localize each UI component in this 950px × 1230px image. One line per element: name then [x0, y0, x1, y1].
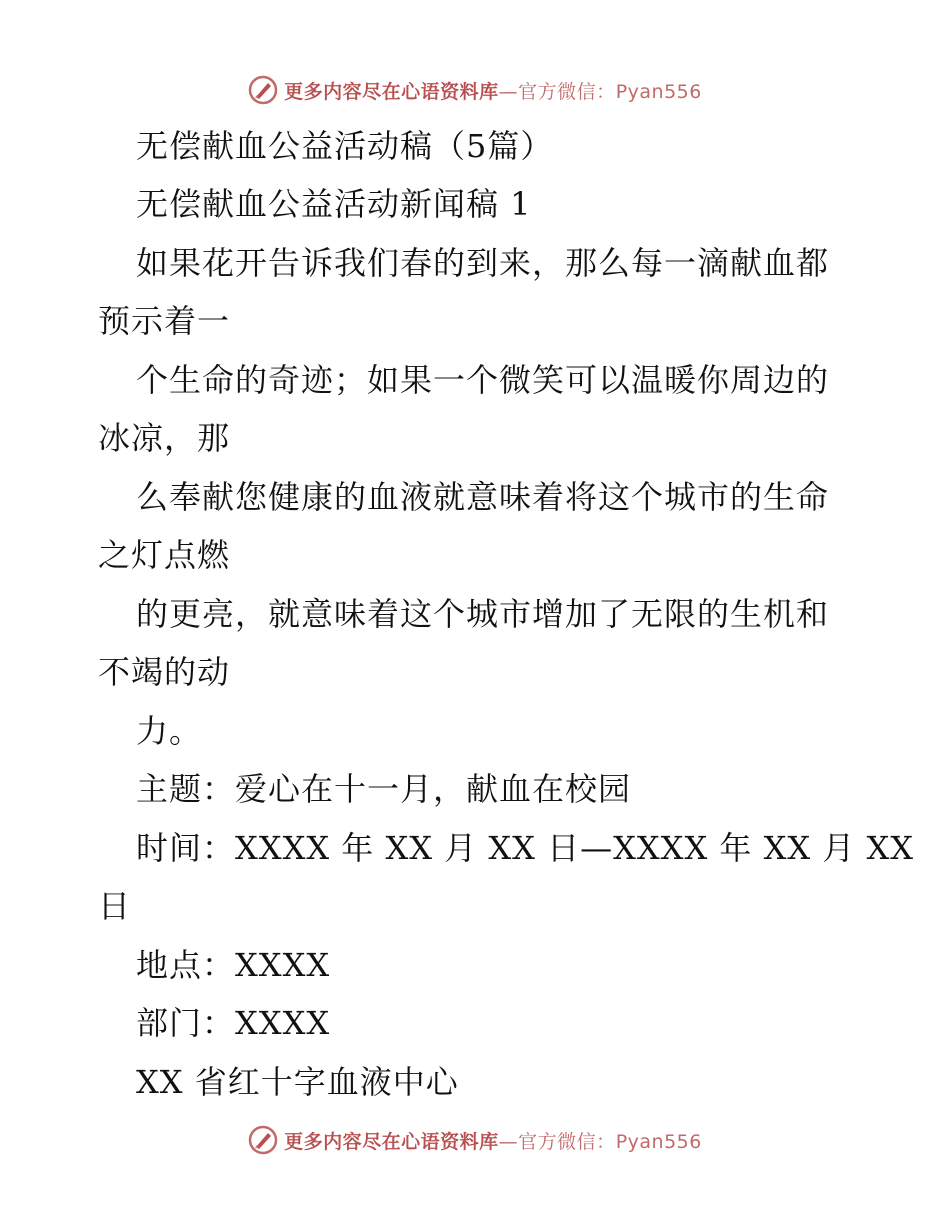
department-line: 部门：XXXX	[136, 1004, 331, 1042]
watermark-id: Pyan556	[615, 80, 702, 103]
paragraph-line: 之灯点燃	[98, 536, 231, 574]
watermark-sub: 官方微信：	[518, 1130, 616, 1153]
paragraph-line: 冰凉，那	[98, 419, 231, 457]
paragraph-line: 个生命的奇迹；如果一个微笑可以温暖你周边的	[136, 361, 830, 399]
quill-pen-circle-icon	[248, 75, 278, 105]
quill-pen-circle-icon	[248, 1125, 278, 1155]
time-line-continued: 日	[98, 887, 132, 925]
watermark-separator: —	[498, 80, 519, 103]
watermark-main: 更多内容尽在心语资料库	[284, 80, 499, 103]
paragraph-line: 么奉献您健康的血液就意味着将这个城市的生命	[136, 478, 830, 516]
doc-subtitle: 无偿献血公益活动新闻稿 1	[136, 185, 532, 223]
watermark-separator: —	[498, 1130, 519, 1153]
watermark-main: 更多内容尽在心语资料库	[284, 1130, 499, 1153]
header-watermark	[0, 70, 950, 110]
organizer-line: XX 省红十字血液中心	[136, 1063, 459, 1101]
paragraph-line: 如果花开告诉我们春的到来，那么每一滴献血都	[136, 244, 830, 282]
paragraph-line: 力。	[136, 712, 203, 750]
watermark-id: Pyan556	[615, 1130, 702, 1153]
paragraph-line: 不竭的动	[98, 653, 231, 691]
time-line: 时间：XXXX 年 XX 月 XX 日—XXXX 年 XX 月 XX	[136, 829, 915, 867]
footer-watermark	[0, 1120, 950, 1160]
paragraph-line: 预示着一	[98, 302, 231, 340]
doc-title: 无偿献血公益活动稿（5篇）	[136, 127, 554, 165]
location-line: 地点：XXXX	[136, 946, 331, 984]
watermark-text	[284, 1127, 702, 1154]
theme-line: 主题：爱心在十一月，献血在校园	[136, 770, 632, 808]
watermark-text	[284, 77, 702, 104]
watermark-sub: 官方微信：	[518, 80, 616, 103]
paragraph-line: 的更亮，就意味着这个城市增加了无限的生机和	[136, 595, 830, 633]
